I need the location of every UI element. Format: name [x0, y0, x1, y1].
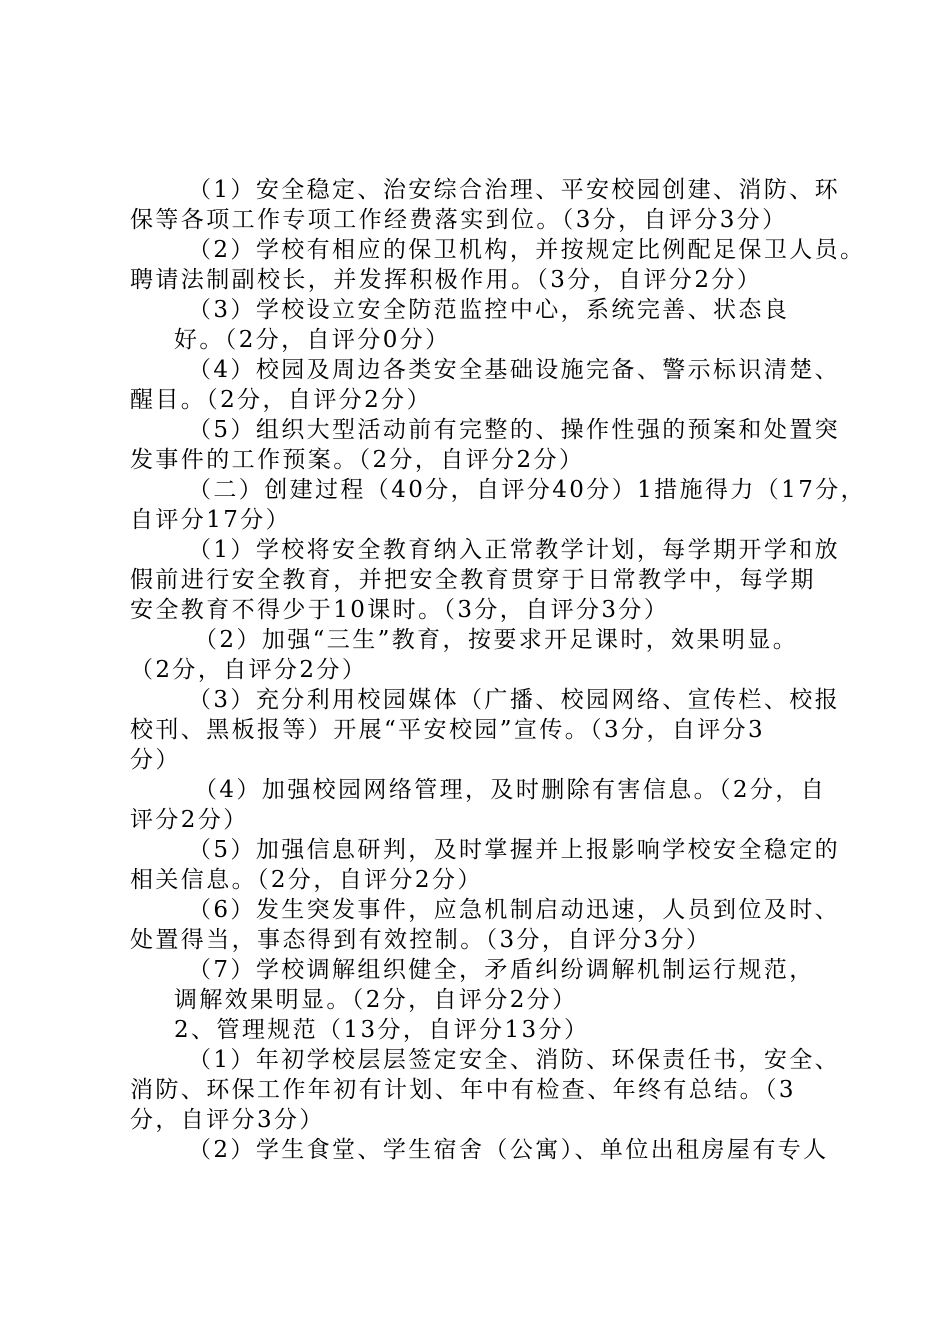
- text-line: （3）学校设立安全防范监控中心，系统完善、状态良: [188, 297, 790, 323]
- text-line: （2）学校有相应的保卫机构，并按规定比例配足保卫人员。: [188, 237, 866, 263]
- text-line: 假前进行安全教育，并把安全教育贯穿于日常教学中，每学期: [130, 567, 816, 593]
- text-line: 评分2分）: [130, 807, 249, 833]
- text-line: 消防、环保工作年初有计划、年中有检查、年终有总结。（3: [130, 1077, 796, 1103]
- text-line: 安全教育不得少于10课时。（3分，自评分3分）: [130, 597, 670, 623]
- text-line: 处置得当，事态得到有效控制。（3分，自评分3分）: [130, 927, 712, 953]
- text-line: （1）年初学校层层签定安全、消防、环保责任书，安全、: [188, 1047, 841, 1073]
- text-line: 相关信息。（2分，自评分2分）: [130, 867, 483, 893]
- text-line: （2分，自评分2分）: [130, 657, 368, 683]
- text-line: （4）校园及周边各类安全基础设施完备、警示标识清楚、: [188, 357, 841, 383]
- text-line: 校刊、黑板报等）开展“平安校园”宣传。（3分，自评分3: [130, 717, 766, 743]
- text-line: （二）创建过程（40分，自评分40分）1措施得力（17分，: [188, 477, 867, 503]
- text-line: 2、管理规范（13分，自评分13分）: [174, 1017, 590, 1043]
- text-line: 分，自评分3分）: [130, 1107, 325, 1133]
- text-line: （7）学校调解组织健全，矛盾纠纷调解机制运行规范，: [188, 957, 815, 983]
- text-line: 醒目。（2分，自评分2分）: [130, 387, 432, 413]
- text-line: （6）发生突发事件，应急机制启动迅速，人员到位及时、: [188, 897, 841, 923]
- text-line: （5）加强信息研判，及时掌握并上报影响学校安全稳定的: [188, 837, 841, 863]
- text-line: 好。（2分，自评分0分）: [174, 327, 451, 353]
- text-line: 分）: [130, 747, 181, 773]
- text-line: （1）学校将安全教育纳入正常教学计划，每学期开学和放: [188, 537, 841, 563]
- text-line: 自评分17分）: [130, 507, 292, 533]
- text-line: 聘请法制副校长，并发挥积极作用。（3分，自评分2分）: [130, 267, 763, 293]
- text-line: （2）学生食堂、学生宿舍（公寓）、单位出租房屋有专人: [188, 1137, 829, 1163]
- text-line: （5）组织大型活动前有完整的、操作性强的预案和处置突: [188, 417, 841, 443]
- text-line: 保等各项工作专项工作经费落实到位。（3分，自评分3分）: [130, 207, 788, 233]
- text-line: 发事件的工作预案。（2分，自评分2分）: [130, 447, 585, 473]
- document-body: [130, 175, 867, 1165]
- text-line: （3）充分利用校园媒体（广播、校园网络、宣传栏、校报: [188, 687, 841, 713]
- text-line: （2）加强“三生”教育，按要求开足课时，效果明显。: [194, 627, 799, 653]
- text-line: （1）安全稳定、治安综合治理、平安校园创建、消防、环: [188, 177, 841, 203]
- text-line: （4）加强校园网络管理，及时删除有害信息。（2分，自: [194, 777, 827, 803]
- text-line: 调解效果明显。（2分，自评分2分）: [174, 987, 578, 1013]
